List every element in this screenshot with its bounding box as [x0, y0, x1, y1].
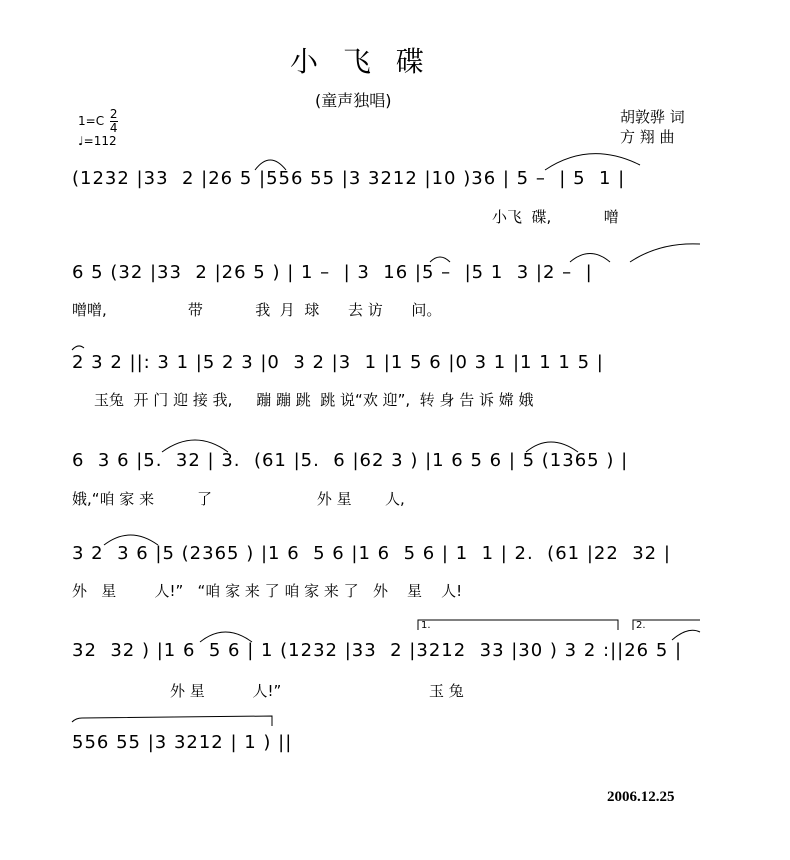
- notation-row-1: (1232 |33 2 |26 5 |556 55 |3 3212 |10 )36 | 5 – | 5 1 |: [72, 168, 626, 189]
- tempo-marking: ♩=112: [78, 134, 117, 148]
- volta-first-bracket: [418, 620, 618, 630]
- slur-row6-a: [200, 632, 252, 642]
- time-numerator: 2: [109, 107, 118, 121]
- volta-second-label: 2.: [636, 620, 646, 631]
- lyrics-row-4: 娥,“咱 家 来 了 外 星 人,: [72, 490, 405, 508]
- slur-row2-c: [630, 244, 700, 262]
- slur-row2-a: [430, 257, 450, 262]
- composition-date: 2006.12.25: [607, 789, 675, 805]
- lyrics-row-1: 小飞 碟, 噌: [492, 208, 619, 226]
- notation-row-2: 6 5 (32 |33 2 |26 5 ) | 1 – | 3 16 |5 – |5 1 3 |2 – |: [72, 262, 593, 283]
- notation-row-4: 6 3 6 |5. 32 | 3. (61 |5. 6 |62 3 ) |1 6 5 6 | 5 (1365 ) |: [72, 450, 629, 471]
- slur-row6-b: [672, 630, 700, 640]
- slur-row4-b: [526, 442, 578, 452]
- notation-row-3: 2 3 2 ||: 3 1 |5 2 3 |0 3 2 |3 1 |1 5 6 |0 3 1 |1 1 1 5 |: [72, 352, 604, 373]
- slur-row1-b: [545, 154, 640, 170]
- time-denominator: 4: [109, 121, 118, 135]
- lyrics-row-3: 玉兔 开 门 迎 接 我, 蹦 蹦 跳 跳 说“欢 迎”, 转 身 告 诉 嫦 娥: [94, 391, 534, 409]
- lyrics-row-5: 外 星 人!” “咱 家 来 了 咱 家 来 了 外 星 人!: [72, 582, 463, 600]
- composer-credit: 方 翔 曲: [620, 128, 675, 146]
- slur-row5-a: [104, 535, 158, 545]
- notation-row-6: 32 32 ) |1 6 5 6 | 1 (1232 |33 2 |3212 33 |30 ) 3 2 :||26 5 |: [72, 640, 683, 661]
- row7-tie: [72, 716, 272, 726]
- lyricist-credit: 胡敦骅 词: [620, 108, 685, 126]
- notation-row-7: 556 55 |3 3212 | 1 ) ||: [72, 732, 293, 753]
- lyrics-row-6: 外 星 人!” 玉 兔: [170, 682, 464, 700]
- volta-second-bracket: [633, 620, 700, 630]
- song-title: 小 飞 碟: [290, 45, 432, 78]
- key-label: 1=C: [78, 114, 105, 128]
- slur-row3-tie: [72, 346, 84, 350]
- slur-row1-a: [255, 160, 286, 170]
- lyrics-row-2: 噌噌, 带 我 月 球 去 访 问。: [72, 301, 442, 319]
- volta-first-label: 1.: [421, 620, 431, 631]
- song-subtitle: (童声独唱): [315, 91, 392, 110]
- slur-row4-a: [162, 440, 228, 452]
- notation-row-5: 3 2 3 6 |5 (2365 ) |1 6 5 6 |1 6 5 6 | 1 1 | 2. (61 |22 32 |: [72, 543, 671, 564]
- slur-row2-b: [570, 254, 610, 263]
